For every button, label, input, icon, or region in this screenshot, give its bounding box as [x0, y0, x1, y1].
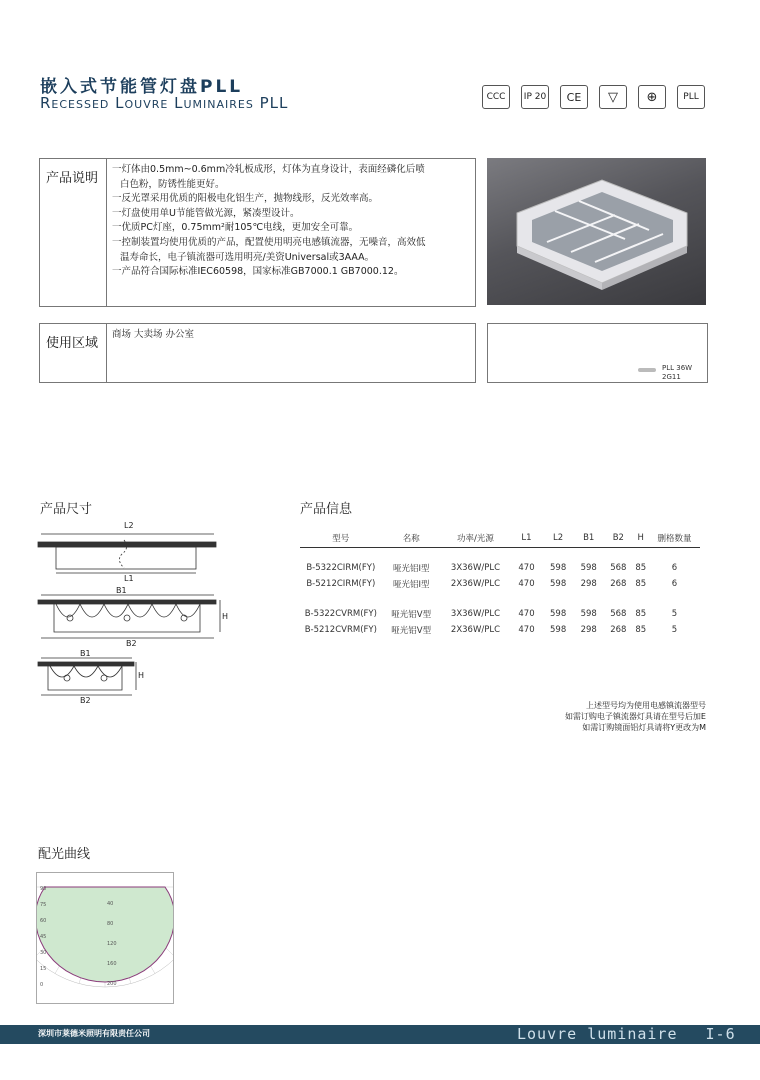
- info-title: 产品信息: [300, 502, 353, 517]
- description-line: 一灯体由0.5mm~0.6mm冷轧板成形，灯体为直身设计，表面经磷化后喷: [112, 164, 425, 175]
- ring-label: 200: [107, 981, 117, 987]
- table-spacer: [300, 592, 700, 606]
- table-header: 删格数量: [649, 532, 700, 548]
- page-title-cn: 嵌入式节能管灯盘PLL: [40, 77, 244, 97]
- table-cell: 5: [671, 624, 678, 635]
- table-header: 型号: [300, 532, 382, 548]
- photometric-curve: [37, 887, 173, 982]
- ce-cert-icon: CE: [560, 85, 588, 109]
- dim-label-b1-small: B1: [80, 649, 91, 658]
- ring-label: 40: [107, 901, 114, 907]
- triangle-cert-icon: ▽: [599, 85, 627, 109]
- description-text: [112, 163, 472, 280]
- table-header: 名称: [382, 532, 441, 548]
- table-cell: 598: [550, 624, 567, 635]
- angle-label: 0: [40, 982, 44, 988]
- note-line: 上述型号均为使用电感镇流器型号: [586, 701, 706, 710]
- table-row: [300, 576, 700, 592]
- table-cell: B-5322CVRM(FY): [304, 608, 377, 619]
- dim-label-b1: B1: [116, 586, 127, 595]
- footer-page-number: I-6: [705, 1025, 736, 1043]
- table-cell: B-5322CIRM(FY): [306, 562, 376, 573]
- product-info-table: [300, 532, 700, 638]
- table-header-row: [300, 532, 700, 548]
- angle-label: 15: [40, 966, 47, 972]
- dim-label-l2: L2: [124, 521, 134, 530]
- table-cell: 5: [671, 608, 678, 619]
- table-row: [300, 606, 700, 622]
- note-line: 如需订购电子镇流器灯具请在型号后加E: [564, 712, 706, 721]
- table-cell: B-5212CIRM(FY): [306, 578, 376, 589]
- table-cell: 哑光铝I型: [392, 563, 430, 574]
- footer-section-name: Louvre luminaire: [517, 1025, 678, 1043]
- dim-label-l1: L1: [124, 574, 134, 583]
- table-spacer: [300, 548, 700, 560]
- table-cell: 85: [635, 608, 647, 619]
- angle-label: 75: [40, 902, 47, 908]
- angle-label: 60: [40, 918, 47, 924]
- table-cell: 568: [610, 562, 627, 573]
- table-cell: B-5212CVRM(FY): [304, 624, 377, 635]
- usage-area-box: [39, 323, 476, 383]
- dimension-drawing-svg: [36, 520, 236, 710]
- table-row: [300, 622, 700, 638]
- dimensions-title: 产品尺寸: [40, 502, 93, 517]
- table-cell: 470: [518, 578, 535, 589]
- table-cell: 598: [580, 608, 597, 619]
- lamp-type-label: PLL 36W: [662, 364, 693, 372]
- description-line: 一优质PC灯座，0.75mm²耐105℃电线，更加安全可靠。: [112, 222, 359, 234]
- footer-company: 深圳市莱德米照明有限责任公司: [38, 1029, 150, 1038]
- angle-label: 30: [40, 950, 47, 956]
- table-cell: 2X36W/PLC: [450, 624, 501, 635]
- table-cell: 598: [550, 562, 567, 573]
- table-cell: 6: [671, 578, 678, 589]
- page-title-en: Recessed Louvre Luminaires PLL: [40, 94, 289, 112]
- table-cell: 470: [518, 608, 535, 619]
- table-header: H: [633, 532, 649, 548]
- ground-cert-icon: ⊕: [638, 85, 666, 109]
- table-cell: 3X36W/PLC: [450, 608, 501, 619]
- description-label: 产品说明: [46, 171, 99, 186]
- description-line: 一反光罩采用优质的阳极电化铝生产，抛物线形，反光效率高。: [112, 193, 379, 205]
- table-cell: 598: [550, 578, 567, 589]
- table-cell: 298: [580, 624, 597, 635]
- table-cell: 268: [610, 578, 627, 589]
- table-cell: 298: [580, 578, 597, 589]
- table-cell: 598: [550, 608, 567, 619]
- photometric-title: 配光曲线: [38, 847, 91, 862]
- table-cell: 哑光铝V型: [391, 625, 432, 636]
- table-cell: 598: [580, 562, 597, 573]
- table-header: 功率/光源: [441, 532, 510, 548]
- lamp-base-label: 2G11: [662, 373, 681, 381]
- dim-label-b2-small: B2: [80, 696, 91, 705]
- table-cell: 2X36W/PLC: [450, 578, 501, 589]
- photometric-chart: [36, 872, 174, 1004]
- note-line: 如需订购镜面铝灯具请将Y更改为M: [582, 723, 706, 732]
- table-cell: 哑光铝I型: [392, 579, 430, 590]
- description-line: 一灯盘使用单U节能管做光源，紧凑型设计。: [112, 207, 300, 219]
- dim-label-h: H: [222, 612, 229, 621]
- usage-divider: [106, 324, 107, 382]
- lamp-type-box: [487, 323, 708, 383]
- description-line: 一产品符合国际标准IEC60598，国家标准GB7000.1 GB7000.12。: [112, 266, 404, 278]
- footer-page-label: [517, 1025, 736, 1043]
- table-cell: 哑光铝V型: [391, 609, 432, 620]
- ccc-cert-icon: CCC: [482, 85, 510, 109]
- product-description-box: [39, 158, 476, 307]
- angle-label: 90: [40, 886, 47, 892]
- table-cell: 3X36W/PLC: [450, 562, 501, 573]
- description-line: 一控制装置均使用优质的产品，配置使用明亮电感镇流器，无噪音，高效低: [112, 236, 426, 248]
- dimension-drawings: [36, 520, 236, 710]
- ring-label: 160: [107, 961, 117, 967]
- description-line: 白色粉，防锈性能更好。: [120, 178, 225, 190]
- ring-label: 80: [107, 921, 114, 927]
- polar-curve-svg: [37, 873, 173, 1003]
- table-cell: 470: [518, 562, 535, 573]
- table-cell: 6: [671, 562, 678, 573]
- ring-label: 120: [107, 941, 117, 947]
- table-header: L1: [510, 532, 543, 548]
- table-cell: 85: [635, 624, 647, 635]
- table-cell: 568: [610, 608, 627, 619]
- table-header: B2: [604, 532, 633, 548]
- usage-text: 商场 大卖场 办公室: [112, 329, 195, 340]
- table-row: [300, 560, 700, 576]
- description-line: 温寿命长，电子镇流器可选用明亮/美资Universal或3AAA。: [120, 251, 375, 263]
- table-header: B1: [573, 532, 604, 548]
- dim-label-h-small: H: [138, 671, 145, 680]
- table-cell: 85: [635, 562, 647, 573]
- table-cell: 85: [635, 578, 647, 589]
- description-divider: [106, 159, 107, 306]
- product-photo: [487, 158, 706, 305]
- ip20-cert-icon: IP 20: [521, 85, 549, 109]
- angle-label: 45: [40, 934, 47, 940]
- usage-label: 使用区域: [46, 336, 99, 351]
- lamp-tube-icon: [638, 368, 656, 372]
- luminaire-photo-image: [487, 158, 706, 305]
- pll-cert-icon: PLL: [677, 85, 705, 109]
- table-cell: 268: [610, 624, 627, 635]
- info-notes: [480, 700, 706, 733]
- table-header: L2: [543, 532, 574, 548]
- table-cell: 470: [518, 624, 535, 635]
- dim-label-b2: B2: [126, 639, 137, 648]
